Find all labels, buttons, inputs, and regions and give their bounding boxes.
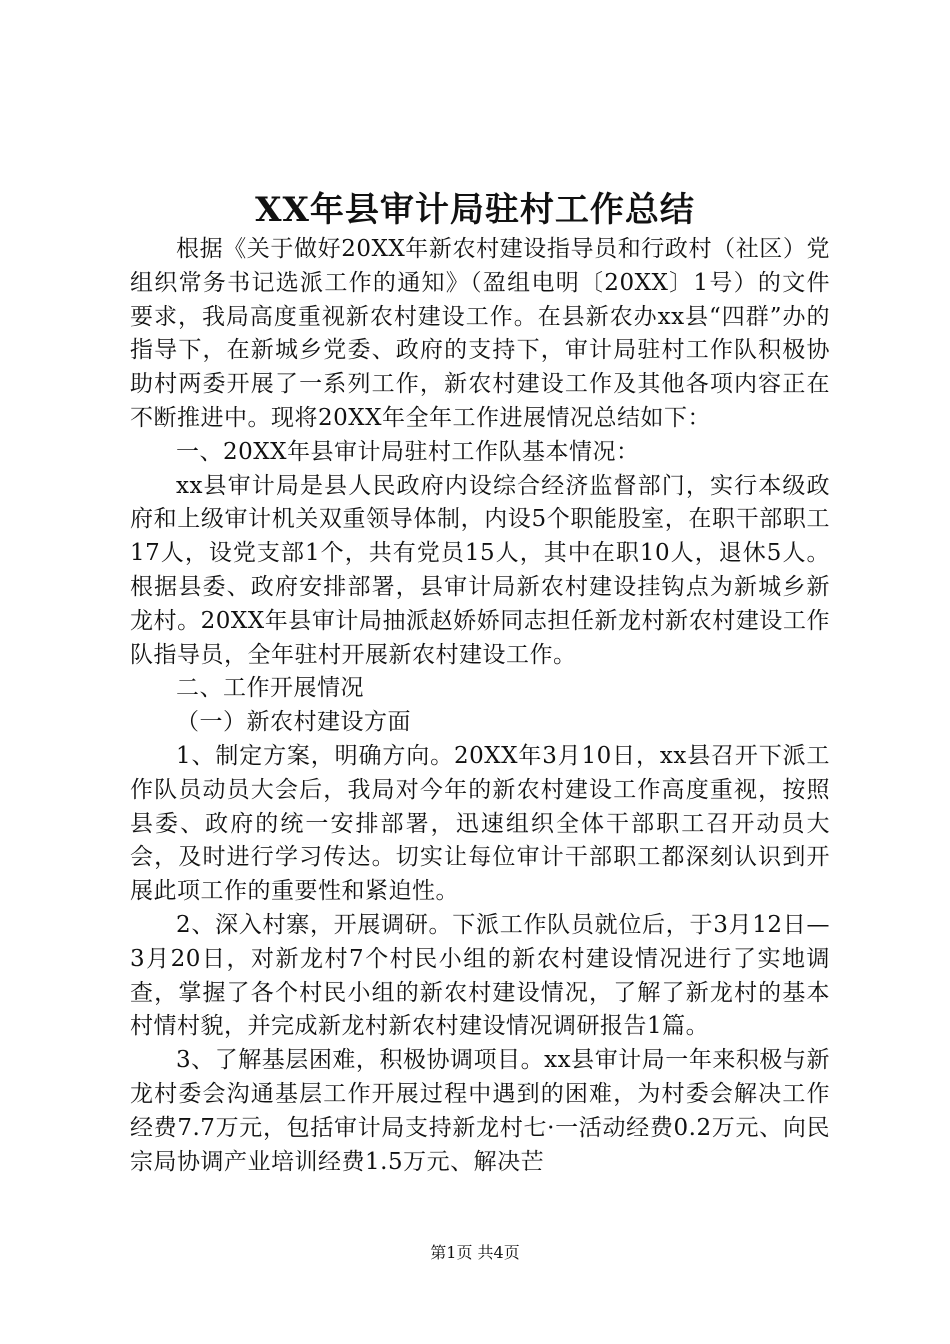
page-footer: 第1页 共4页 [430,1243,520,1262]
item-3-paragraph: 3、了解基层困难，积极协调项目。xx县审计局一年来积极与新龙村委会沟通基层工作开展过程中遇到的困难，为村委会解决工作经费7.7万元，包括审计局支持新龙村七·一活动经费0.2万元、向民宗局协调产业培训经费1.5万元、解决芒 [130,1047,830,1175]
intro-paragraph: 根据《关于做好20XX年新农村建设指导员和行政村（社区）党组织常务书记选派工作的通知》（盈组电明〔20XX〕1号）的文件要求，我局高度重视新农村建设工作。在县新农办xx县“四群”办的指导下，在新城乡党委、政府的支持下，审计局驻村工作队积极协助村两委开展了一系列工作，新农村建设工作及其他各项内容正在不断推进中。现将20XX年全年工作进展情况总结如下： [130,236,830,431]
item-1-paragraph: 1、制定方案，明确方向。20XX年3月10日，xx县召开下派工作队员动员大会后，我局对今年的新农村建设工作高度重视，按照县委、政府的统一安排部署，迅速组织全体干部职工召开动员大会，及时进行学习传达。切实让每位审计干部职工都深刻认识到开展此项工作的重要性和紧迫性。 [130,742,830,905]
item-2-paragraph: 2、深入村寨，开展调研。下派工作队员就位后，于3月12日—3月20日，对新龙村7个村民小组的新农村建设情况进行了实地调查，掌握了各个村民小组的新农村建设情况，了解了新龙村的基本村情村貌，并完成新龙村新农村建设情况调研报告1篇。 [130,911,830,1040]
document-title: XX年县审计局驻村工作总结 [255,190,695,230]
subsection-heading-1: （一）新农村建设方面 [176,709,411,736]
document-body [130,233,830,1179]
basic-info-paragraph: xx县审计局是县人民政府内设综合经济监督部门，实行本级政府和上级审计机关双重领导体制，内设5个职能股室，在职干部职工17人，设党支部1个，共有党员15人，其中在职10人，退休5人。根据县委、政府安排部署，县审计局新农村建设挂钩点为新城乡新龙村。20XX年县审计局抽派赵娇娇同志担任新龙村新农村建设工作队指导员，全年驻村开展新农村建设工作。 [130,472,830,668]
section-heading-2: 二、工作开展情况 [176,675,364,702]
section-heading-1: 一、20XX年县审计局驻村工作队基本情况： [176,438,640,465]
